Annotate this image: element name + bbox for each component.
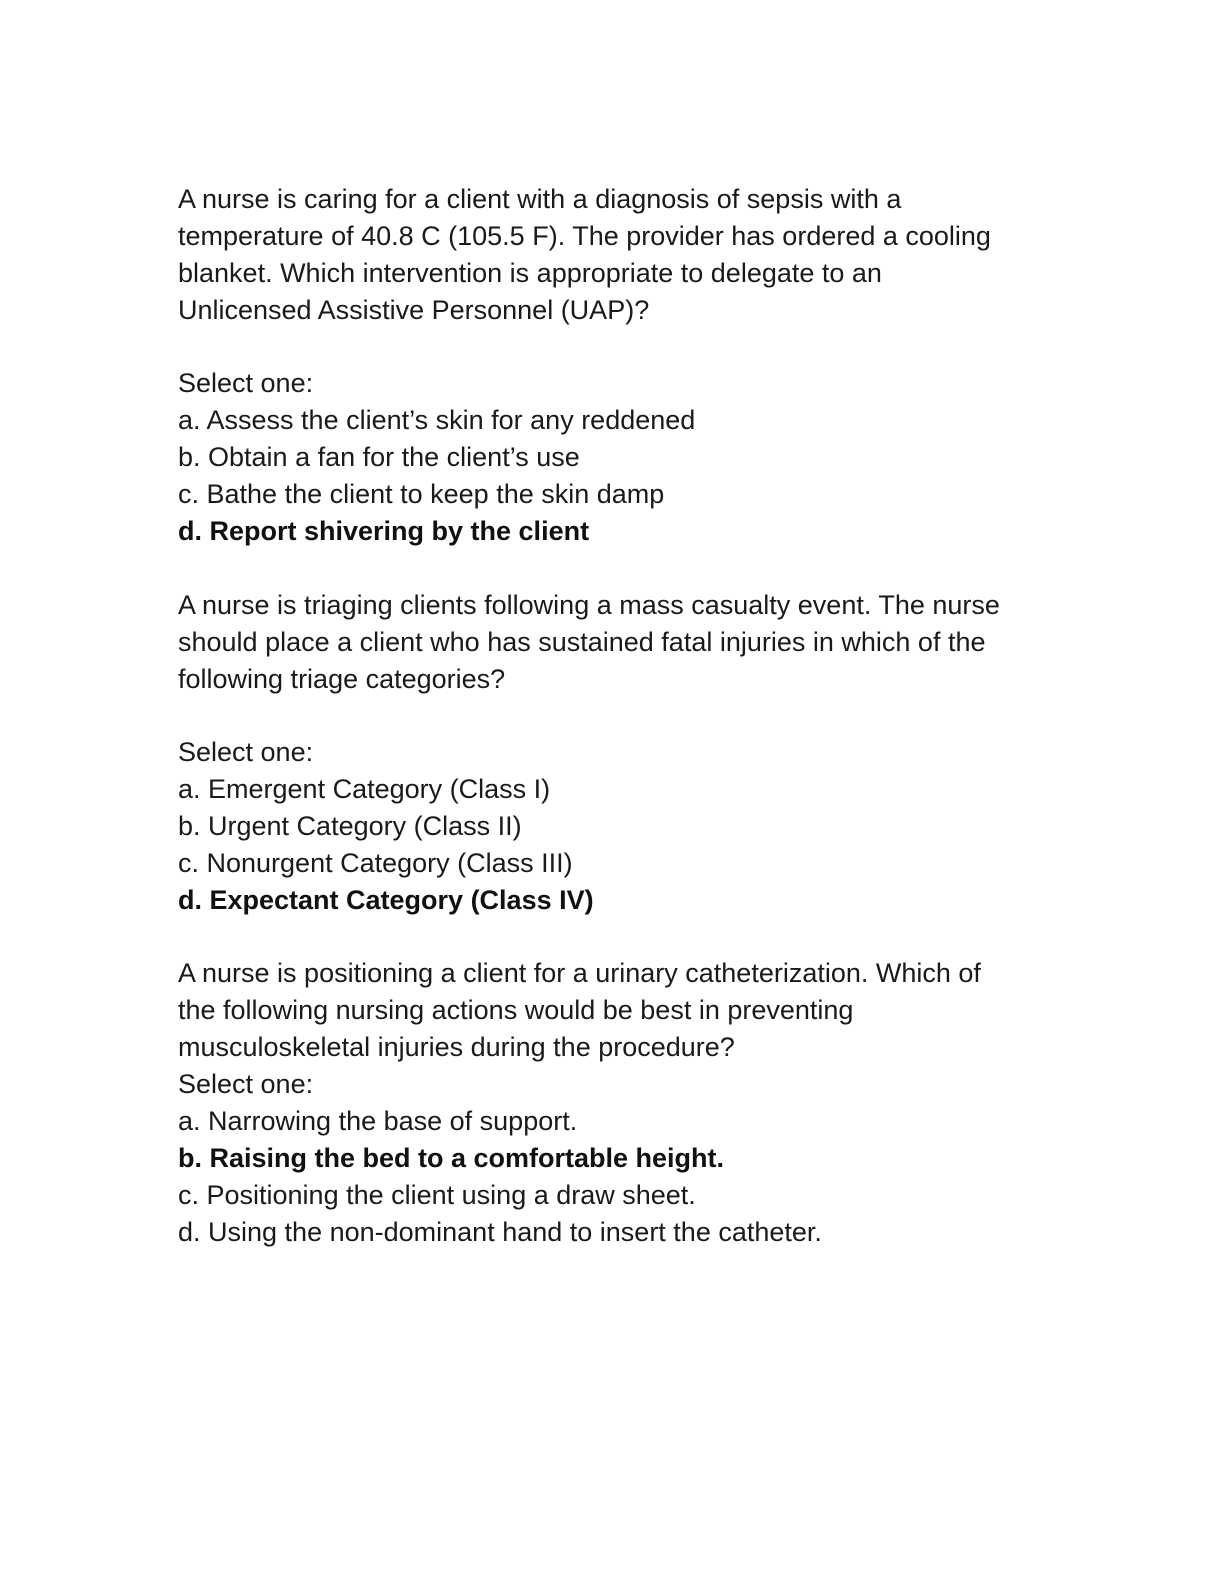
question-3-option-d: d. Using the non-dominant hand to insert the catheter. [178,1217,822,1247]
question-2-prompt: Select one: [178,737,314,767]
question-3-stem-line-2: the following nursing actions would be best in preventing [178,995,854,1025]
question-1-stem-line-1: A nurse is caring for a client with a diagnosis of sepsis with a [178,184,902,214]
question-1-option-d-answer: d. Report shivering by the client [178,516,590,546]
question-3-stem-line-3: musculoskeletal injuries during the procedure? [178,1032,735,1062]
question-2-option-d-answer: d. Expectant Category (Class IV) [178,885,594,915]
question-1-option-c: c. Bathe the client to keep the skin damp [178,479,665,509]
question-2-option-a: a. Emergent Category (Class I) [178,774,551,804]
question-2-stem-line-2: should place a client who has sustained fatal injuries in which of the [178,627,986,657]
question-1-stem-line-4: Unlicensed Assistive Personnel (UAP)? [178,295,650,325]
question-3-prompt: Select one: [178,1069,314,1099]
question-2-option-b: b. Urgent Category (Class II) [178,811,522,841]
question-3-option-c: c. Positioning the client using a draw sheet. [178,1180,696,1210]
question-2-stem-line-3: following triage categories? [178,664,506,694]
question-3-option-a: a. Narrowing the base of support. [178,1106,578,1136]
question-2-stem-line-1: A nurse is triaging clients following a mass casualty event. The nurse [178,590,1000,620]
question-3-stem-line-1: A nurse is positioning a client for a urinary catheterization. Which of [178,958,981,988]
question-1-prompt: Select one: [178,368,314,398]
question-1-stem-line-2: temperature of 40.8 C (105.5 F). The provider has ordered a cooling [178,221,991,251]
question-2-option-c: c. Nonurgent Category (Class III) [178,848,573,878]
question-1-option-a: a. Assess the client’s skin for any reddened [178,405,696,435]
question-1-stem-line-3: blanket. Which intervention is appropriate to delegate to an [178,258,882,288]
question-3-option-b-answer: b. Raising the bed to a comfortable height. [178,1143,725,1173]
question-1-option-b: b. Obtain a fan for the client’s use [178,442,580,472]
